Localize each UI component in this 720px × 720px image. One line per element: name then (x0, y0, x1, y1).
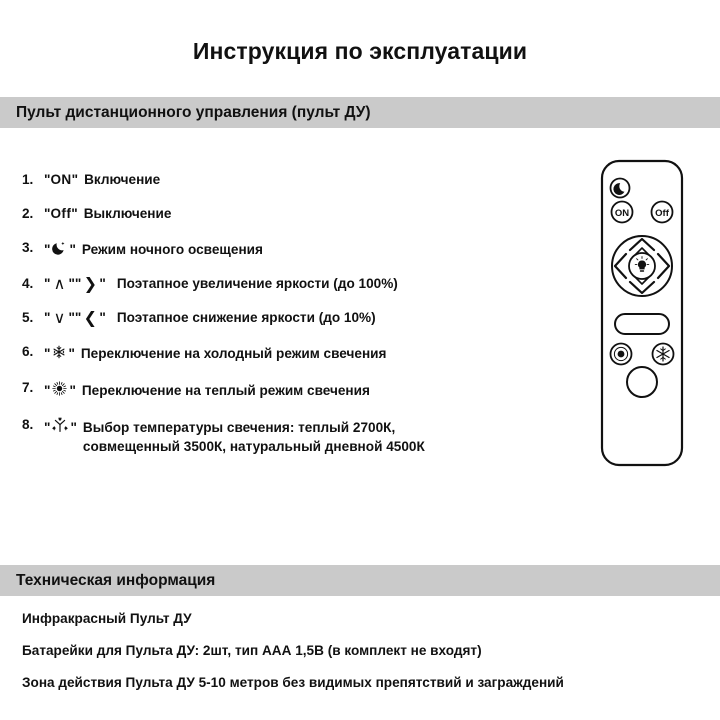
quote-open: " (44, 205, 51, 221)
list-item-text: Выключение (83, 205, 172, 221)
quote-open: " (44, 419, 51, 435)
list-item (22, 344, 562, 363)
page-title: Инструкция по эксплуатации (192, 38, 528, 64)
remote-pill-button[interactable] (615, 314, 669, 334)
quote-open: " (44, 172, 51, 187)
list-item (22, 380, 562, 399)
quote-open: " (44, 310, 51, 326)
list-item (22, 206, 562, 223)
list-item-text-line2: совмещенный 3500К, натуральный дневной 4500К (82, 438, 425, 454)
section-header-tech-label: Техническая информация (16, 571, 216, 589)
remote-dpad[interactable] (612, 236, 672, 296)
remote-on-button[interactable] (612, 202, 633, 223)
remote-cold-button[interactable] (653, 344, 674, 365)
snowflake-icon (52, 345, 66, 359)
remote-night-button[interactable] (611, 179, 630, 198)
chevron-down-icon: ∨ (53, 308, 66, 328)
list-item (22, 310, 562, 327)
chevron-right-icon: ❯ (83, 274, 98, 294)
list-item-text: Переключение на теплый режим свечения (81, 382, 370, 398)
on-label: ON (50, 172, 72, 187)
remote-control-illustration (592, 158, 704, 468)
list-item-number: 6. (22, 344, 34, 360)
tech-info-item: Инфракрасный Пульт ДУ (22, 611, 192, 626)
quote-close: " (69, 382, 76, 398)
chevron-up-icon: ∧ (53, 274, 66, 294)
quote-mid-close: " (68, 276, 75, 292)
list-item-number: 4. (22, 276, 34, 292)
quote-mid-open: " (74, 276, 82, 292)
sun-icon (52, 381, 67, 395)
remote-round-button[interactable] (627, 367, 657, 397)
list-item-number: 3. (22, 239, 34, 255)
off-label: Off (50, 205, 72, 221)
list-item-text: Включение (84, 172, 161, 187)
section-header-tech (0, 565, 720, 596)
quote-close: " (70, 419, 77, 435)
moon-icon (52, 241, 67, 255)
quote-close: " (68, 346, 75, 362)
list-item-text-line1: Выбор температуры свечения: теплый 2700К, (82, 419, 396, 435)
svg-text:ON: ON (614, 208, 630, 219)
quote-mid-open: " (74, 310, 82, 326)
color-temperature-icon (52, 418, 68, 432)
instruction-list (22, 172, 562, 473)
svg-text:Off: Off (655, 208, 669, 219)
chevron-left-icon: ❮ (83, 308, 98, 328)
quote-open: " (44, 382, 51, 398)
remote-warm-button[interactable] (611, 344, 632, 365)
quote-open: " (44, 276, 51, 292)
list-item-number: 7. (22, 380, 34, 396)
quote-close: " (99, 310, 106, 326)
quote-mid-close: " (68, 310, 75, 326)
section-header-remote (0, 97, 720, 128)
list-item-text: Переключение на холодный режим свечения (80, 346, 387, 362)
tech-info-list (22, 611, 712, 707)
list-item-number: 8. (22, 416, 34, 432)
quote-close: " (69, 242, 76, 258)
list-item-number: 2. (22, 205, 34, 221)
tech-info-item: Батарейки для Пульта ДУ: 2шт, тип ААА 1,5В (в комплект не входят) (22, 643, 482, 658)
list-item (22, 417, 562, 456)
list-item-text: Режим ночного освещения (81, 242, 263, 258)
list-item-number: 5. (22, 310, 34, 326)
tech-info-item: Зона действия Пульта ДУ 5-10 метров без видимых препятствий и заграждений (22, 675, 564, 690)
quote-close: " (99, 276, 106, 292)
list-item (22, 172, 562, 189)
list-item-text (83, 420, 425, 456)
list-item-text: Поэтапное увеличение яркости (до 100%) (116, 276, 398, 292)
quote-close: " (71, 172, 79, 187)
list-item (22, 276, 562, 293)
quote-open: " (44, 242, 51, 258)
quote-open: " (44, 346, 51, 362)
remote-off-button[interactable] (652, 202, 673, 223)
list-item (22, 240, 562, 259)
list-item-text: Поэтапное снижение яркости (до 10%) (116, 310, 376, 326)
section-header-remote-label: Пульт дистанционного управления (пульт ДУ) (16, 103, 371, 121)
quote-close: " (71, 205, 78, 221)
list-item-number: 1. (22, 172, 34, 187)
